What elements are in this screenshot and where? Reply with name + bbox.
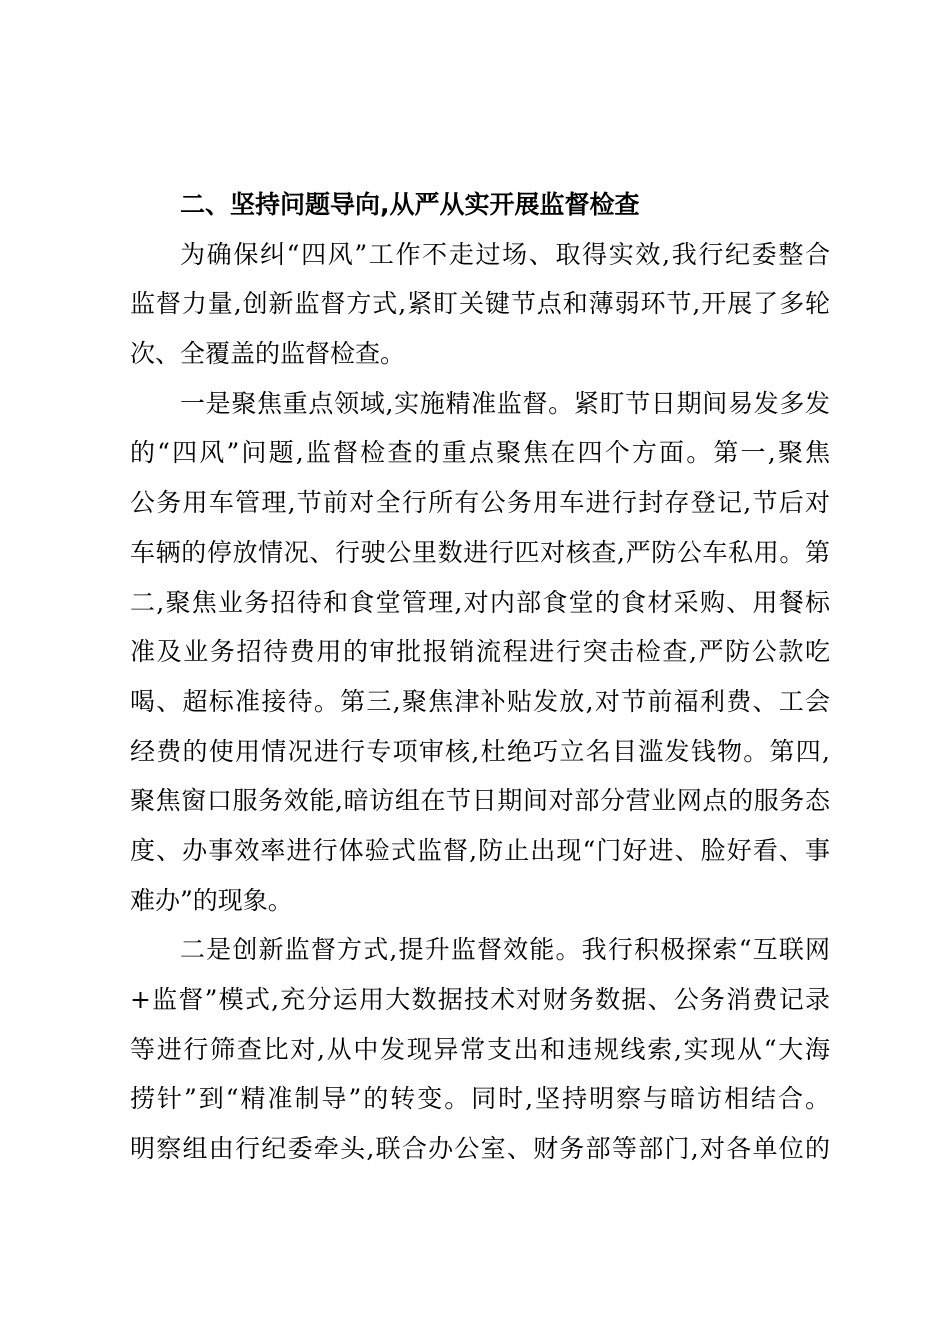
text-line: 捞针”到“精准制导”的转变。同时,坚持明察与暗访相结合。 [130,1084,830,1114]
text-line: 车辆的停放情况、行驶公里数进行匹对核查,严防公车私用。第 [130,537,830,567]
text-line: 明察组由行纪委牵头,联合办公室、财务部等部门,对各单位的 [130,1134,830,1164]
text-line: 的“四风”问题,监督检查的重点聚焦在四个方面。第一,聚焦 [130,438,830,468]
text-line: 等进行筛查比对,从中发现异常支出和违规线索,实现从“大海 [130,1034,830,1064]
text-line: 二是创新监督方式,提升监督效能。我行积极探索“互联网 [180,935,830,965]
text-line: 聚焦窗口服务效能,暗访组在节日期间对部分营业网点的服务态 [130,786,830,816]
document-body [130,180,830,1174]
text-line: 监督力量,创新监督方式,紧盯关键节点和薄弱环节,开展了多轮 [130,289,830,319]
text-line: 度、办事效率进行体验式监督,防止出现“门好进、脸好看、事 [130,835,830,865]
text-line: 准及业务招待费用的审批报销流程进行突击检查,严防公款吃 [130,637,830,667]
text-line: 经费的使用情况进行专项审核,杜绝巧立名目滥发钱物。第四, [130,736,830,766]
section-heading: 二、坚持问题导向,从严从实开展监督检查 [180,190,640,219]
text-line: 次、全覆盖的监督检查。 [130,339,406,369]
text-line: 喝、超标准接待。第三,聚焦津补贴发放,对节前福利费、工会 [130,686,830,716]
text-line: +监督”模式,充分运用大数据技术对财务数据、公务消费记录 [130,985,830,1014]
text-line: 为确保纠“四风”工作不走过场、取得实效,我行纪委整合 [180,239,830,269]
text-line: 公务用车管理,节前对全行所有公务用车进行封存登记,节后对 [130,488,830,518]
text-line: 一是聚焦重点领域,实施精准监督。紧盯节日期间易发多发 [180,388,830,418]
paragraph-1 [130,230,830,379]
paragraph-2 [130,379,830,926]
paragraph-3 [130,925,830,1173]
text-line: 难办”的现象。 [130,885,293,915]
text-line: 二,聚焦业务招待和食堂管理,对内部食堂的食材采购、用餐标 [130,587,830,617]
